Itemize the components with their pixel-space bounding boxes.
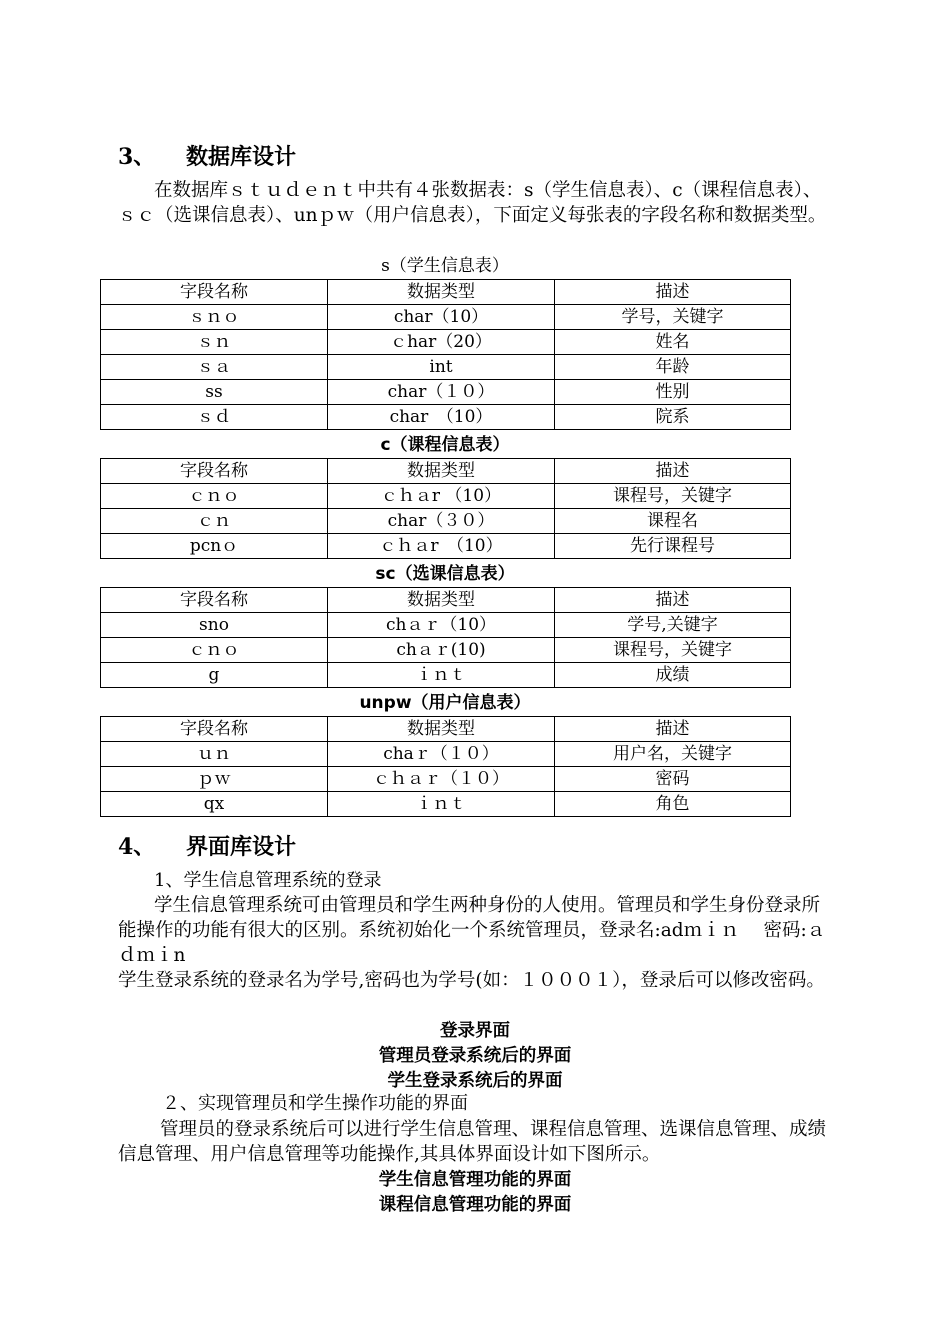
- cell-type: char （10）: [328, 405, 555, 430]
- table-header-row: [101, 459, 791, 484]
- cell-field: g: [101, 663, 328, 688]
- cell-type: chａｒ（10）: [328, 613, 555, 638]
- cell-desc: 用户名，关键字: [555, 742, 791, 767]
- paragraph-admin-functions: 管理员的登录系统后可以进行学生信息管理、课程信息管理、选课信息管理、成绩信息管理、用户信息管理等功能操作,其具体界面设计如下图所示。: [118, 1119, 827, 1165]
- table-header-row: [101, 717, 791, 742]
- paragraph-student-login: 学生登录系统的登录名为学号,密码也为学号(如：１０００１），登录后可以修改密码。: [118, 970, 825, 991]
- header-data-type: 数据类型: [328, 280, 555, 305]
- table-sc-caption: sc（选课信息表）: [375, 564, 515, 584]
- cell-type: ｉｎｔ: [328, 792, 555, 817]
- cell-desc: 角色: [555, 792, 791, 817]
- cell-desc: 先行课程号: [555, 534, 791, 559]
- table-c: [100, 458, 791, 559]
- cell-field: pcnｏ: [101, 534, 328, 559]
- figure-title-student-mgmt: 学生信息管理功能的界面: [378, 1170, 572, 1190]
- cell-desc: 姓名: [555, 330, 791, 355]
- cell-field: ｃｎｏ: [101, 484, 328, 509]
- cell-field: ｃｎ: [101, 509, 328, 534]
- cell-type: char（10）: [328, 305, 555, 330]
- header-data-type: 数据类型: [328, 459, 555, 484]
- cell-field: ｕｎ: [101, 742, 328, 767]
- table-sc: [100, 587, 791, 688]
- table-s: [100, 279, 791, 430]
- cell-field: ｓｄ: [101, 405, 328, 430]
- cell-desc: 成绩: [555, 663, 791, 688]
- paragraph-login-roles: 学生信息管理系统可由管理员和学生两种身份的人使用。管理员和学生身份登录所能操作的功能有很大的区别。系统初始化一个系统管理员，登录名:adｍｉｎ 密码:ａｄｍｉn: [118, 895, 826, 966]
- cell-field: ss: [101, 380, 328, 405]
- table-row: [101, 305, 791, 330]
- subheading-login: 1、学生信息管理系统的登录: [154, 870, 382, 891]
- cell-field: ｃｎｏ: [101, 638, 328, 663]
- header-description: 描述: [555, 588, 791, 613]
- cell-type: char（３０）: [328, 509, 555, 534]
- header-field-name: 字段名称: [101, 280, 328, 305]
- figure-title-course-mgmt: 课程信息管理功能的界面: [378, 1195, 572, 1215]
- table-unpw-caption: unpw（用户信息表）: [359, 693, 531, 713]
- table-row: [101, 405, 791, 430]
- cell-desc: 课程号，关键字: [555, 638, 791, 663]
- header-data-type: 数据类型: [328, 588, 555, 613]
- section-3-title: 数据库设计: [186, 144, 297, 170]
- cell-type: ｃｈａｒ（１０）: [328, 767, 555, 792]
- table-row: [101, 767, 791, 792]
- cell-type: ｃｈａr （10）: [328, 534, 555, 559]
- cell-field: sno: [101, 613, 328, 638]
- cell-desc: 密码: [555, 767, 791, 792]
- table-header-row: [101, 588, 791, 613]
- header-field-name: 字段名称: [101, 588, 328, 613]
- table-row: [101, 792, 791, 817]
- cell-field: ｓｎｏ: [101, 305, 328, 330]
- figure-title-login: 登录界面: [440, 1021, 510, 1041]
- table-header-row: [101, 280, 791, 305]
- table-row: [101, 613, 791, 638]
- table-row: [101, 330, 791, 355]
- cell-field: ｓａ: [101, 355, 328, 380]
- table-row: [101, 484, 791, 509]
- table-row: [101, 638, 791, 663]
- section-4-title: 界面库设计: [186, 834, 297, 860]
- table-row: [101, 380, 791, 405]
- table-row: [101, 534, 791, 559]
- subheading-functions: ２、实现管理员和学生操作功能的界面: [162, 1093, 468, 1114]
- table-row: [101, 742, 791, 767]
- cell-type: char（１０）: [328, 380, 555, 405]
- cell-type: chａｒ(10): [328, 638, 555, 663]
- cell-type: ｃｈａr （10）: [328, 484, 555, 509]
- table-c-caption: c（课程信息表）: [380, 435, 510, 455]
- figure-title-student: 学生登录系统后的界面: [387, 1071, 563, 1091]
- table-row: [101, 355, 791, 380]
- table-unpw: [100, 716, 791, 817]
- header-description: 描述: [555, 280, 791, 305]
- cell-desc: 院系: [555, 405, 791, 430]
- section-3-intro: 在数据库ｓｔｕｄｅｎｔ中共有４张数据表：s（学生信息表）、c（课程信息表）、ｓｃ（选课信息表）、unｐｗ（用户信息表），下面定义每张表的字段名称和数据类型。: [118, 180, 827, 226]
- cell-type: ｃhar（20）: [328, 330, 555, 355]
- section-3-number: 3、: [118, 144, 156, 170]
- cell-field: qx: [101, 792, 328, 817]
- cell-desc: 学号，关键字: [555, 305, 791, 330]
- cell-desc: 年龄: [555, 355, 791, 380]
- cell-desc: 性别: [555, 380, 791, 405]
- cell-desc: 课程名: [555, 509, 791, 534]
- figure-title-admin: 管理员登录系统后的界面: [378, 1046, 572, 1066]
- header-data-type: 数据类型: [328, 717, 555, 742]
- cell-type: int: [328, 355, 555, 380]
- cell-desc: 课程号，关键字: [555, 484, 791, 509]
- table-row: [101, 509, 791, 534]
- cell-type: chaｒ（１０）: [328, 742, 555, 767]
- cell-type: ｉｎｔ: [328, 663, 555, 688]
- table-s-caption: s（学生信息表）: [381, 256, 509, 276]
- cell-desc: 学号,关键字: [555, 613, 791, 638]
- cell-field: ｐｗ: [101, 767, 328, 792]
- header-field-name: 字段名称: [101, 717, 328, 742]
- header-description: 描述: [555, 459, 791, 484]
- section-4-number: 4、: [118, 834, 156, 860]
- table-row: [101, 663, 791, 688]
- header-description: 描述: [555, 717, 791, 742]
- cell-field: ｓｎ: [101, 330, 328, 355]
- header-field-name: 字段名称: [101, 459, 328, 484]
